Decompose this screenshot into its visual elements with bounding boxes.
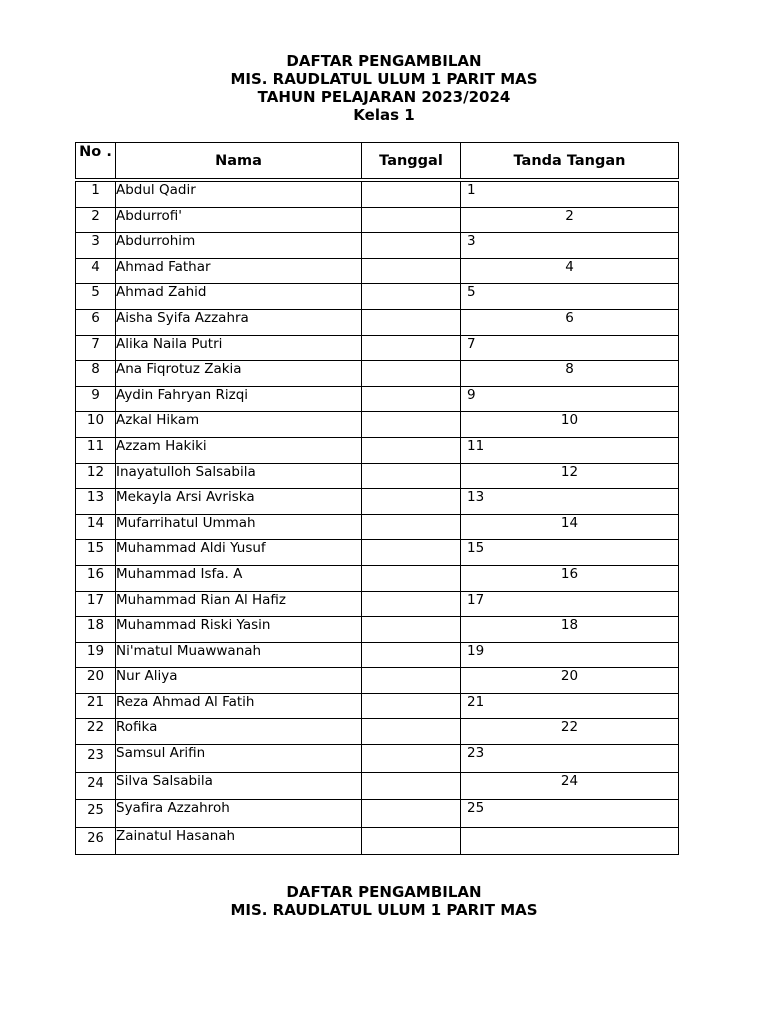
signature-cell: 5 — [461, 284, 679, 310]
header-school-name: MIS. RAUDLATUL ULUM 1 PARIT MAS — [230, 70, 538, 88]
signature-cell: 14 — [461, 514, 679, 540]
table-row — [76, 617, 679, 643]
document-header — [0, 52, 768, 124]
student-name: Reza Ahmad Al Fatih — [116, 693, 362, 719]
table-row — [76, 207, 679, 233]
row-number: 6 — [76, 309, 116, 335]
date-cell — [362, 207, 461, 233]
table-row — [76, 565, 679, 591]
student-name: Inayatulloh Salsabila — [116, 463, 362, 489]
table-row — [76, 800, 679, 828]
signature-cell: 7 — [461, 335, 679, 361]
signature-cell: 3 — [461, 233, 679, 259]
row-number: 26 — [76, 827, 116, 855]
date-cell — [362, 591, 461, 617]
table-row — [76, 514, 679, 540]
date-cell — [362, 361, 461, 387]
student-name: Nur Aliya — [116, 668, 362, 694]
signature-cell: 2 — [461, 207, 679, 233]
row-number: 10 — [76, 412, 116, 438]
document-header-next-page — [0, 883, 768, 919]
row-number: 7 — [76, 335, 116, 361]
signature-cell: 19 — [461, 642, 679, 668]
student-name: Abdul Qadir — [116, 180, 362, 207]
date-cell — [362, 800, 461, 828]
student-name: Abdurrofi' — [116, 207, 362, 233]
date-cell — [362, 827, 461, 855]
row-number: 8 — [76, 361, 116, 387]
row-number: 14 — [76, 514, 116, 540]
table-row — [76, 309, 679, 335]
column-header-no: No . — [76, 143, 116, 181]
date-cell — [362, 540, 461, 566]
student-name: Mekayla Arsi Avriska — [116, 489, 362, 515]
row-number: 16 — [76, 565, 116, 591]
student-name: Abdurrohim — [116, 233, 362, 259]
date-cell — [362, 386, 461, 412]
table-row — [76, 489, 679, 515]
date-cell — [362, 617, 461, 643]
student-name: Rofika — [116, 719, 362, 745]
signature-cell: 18 — [461, 617, 679, 643]
table-row — [76, 693, 679, 719]
table-row — [76, 772, 679, 800]
table-row — [76, 591, 679, 617]
date-cell — [362, 693, 461, 719]
table-body — [76, 180, 679, 855]
table-row — [76, 540, 679, 566]
table-row — [76, 745, 679, 773]
date-cell — [362, 335, 461, 361]
student-name: Azzam Hakiki — [116, 437, 362, 463]
row-number: 1 — [76, 180, 116, 207]
table-row — [76, 361, 679, 387]
student-name: Ahmad Zahid — [116, 284, 362, 310]
date-cell — [362, 642, 461, 668]
table-row — [76, 284, 679, 310]
date-cell — [362, 514, 461, 540]
row-number: 24 — [76, 772, 116, 800]
signature-cell: 12 — [461, 463, 679, 489]
signature-cell: 22 — [461, 719, 679, 745]
row-number: 4 — [76, 258, 116, 284]
student-name: Ni'matul Muawwanah — [116, 642, 362, 668]
student-name: Muhammad Aldi Yusuf — [116, 540, 362, 566]
row-number: 15 — [76, 540, 116, 566]
signature-cell: 10 — [461, 412, 679, 438]
date-cell — [362, 233, 461, 259]
student-name: Zainatul Hasanah — [116, 827, 362, 855]
signature-cell: 8 — [461, 361, 679, 387]
table-row — [76, 437, 679, 463]
date-cell — [362, 412, 461, 438]
header-school-name: MIS. RAUDLATUL ULUM 1 PARIT MAS — [230, 901, 538, 919]
student-name: Samsul Arifin — [116, 745, 362, 773]
date-cell — [362, 745, 461, 773]
row-number: 18 — [76, 617, 116, 643]
signature-cell: 20 — [461, 668, 679, 694]
row-number: 13 — [76, 489, 116, 515]
signature-cell: 25 — [461, 800, 679, 828]
student-name: Ana Fiqrotuz Zakia — [116, 361, 362, 387]
date-cell — [362, 772, 461, 800]
date-cell — [362, 668, 461, 694]
signature-cell: 17 — [461, 591, 679, 617]
header-title: DAFTAR PENGAMBILAN — [286, 52, 482, 70]
student-name: Muhammad Riski Yasin — [116, 617, 362, 643]
date-cell — [362, 565, 461, 591]
date-cell — [362, 258, 461, 284]
date-cell — [362, 437, 461, 463]
row-number: 22 — [76, 719, 116, 745]
table-row — [76, 335, 679, 361]
table-row — [76, 258, 679, 284]
student-name: Aisha Syifa Azzahra — [116, 309, 362, 335]
signature-cell: 4 — [461, 258, 679, 284]
table-row — [76, 463, 679, 489]
column-header-tanda-tangan: Tanda Tangan — [461, 143, 679, 181]
signature-cell: 24 — [461, 772, 679, 800]
signature-cell: 6 — [461, 309, 679, 335]
row-number: 2 — [76, 207, 116, 233]
row-number: 11 — [76, 437, 116, 463]
date-cell — [362, 463, 461, 489]
signature-cell: 23 — [461, 745, 679, 773]
table-row — [76, 412, 679, 438]
row-number: 5 — [76, 284, 116, 310]
row-number: 12 — [76, 463, 116, 489]
signature-cell — [461, 827, 679, 855]
signature-cell: 11 — [461, 437, 679, 463]
date-cell — [362, 309, 461, 335]
signature-cell: 13 — [461, 489, 679, 515]
student-name: Muhammad Rian Al Hafiz — [116, 591, 362, 617]
student-name: Silva Salsabila — [116, 772, 362, 800]
signature-cell: 9 — [461, 386, 679, 412]
student-name: Alika Naila Putri — [116, 335, 362, 361]
table-row — [76, 719, 679, 745]
table-row — [76, 233, 679, 259]
row-number: 19 — [76, 642, 116, 668]
header-class: Kelas 1 — [353, 106, 415, 124]
row-number: 9 — [76, 386, 116, 412]
table-row — [76, 180, 679, 207]
row-number: 25 — [76, 800, 116, 828]
student-name: Syafira Azzahroh — [116, 800, 362, 828]
student-name: Azkal Hikam — [116, 412, 362, 438]
row-number: 20 — [76, 668, 116, 694]
header-title: DAFTAR PENGAMBILAN — [286, 883, 482, 901]
row-number: 21 — [76, 693, 116, 719]
date-cell — [362, 719, 461, 745]
table-row — [76, 668, 679, 694]
student-name: Muhammad Isfa. A — [116, 565, 362, 591]
column-header-tanggal: Tanggal — [362, 143, 461, 181]
student-roster-table — [75, 142, 679, 855]
student-name: Mufarrihatul Ummah — [116, 514, 362, 540]
row-number: 3 — [76, 233, 116, 259]
table-row — [76, 827, 679, 855]
student-name: Aydin Fahryan Rizqi — [116, 386, 362, 412]
student-name: Ahmad Fathar — [116, 258, 362, 284]
table-row — [76, 642, 679, 668]
date-cell — [362, 180, 461, 207]
header-academic-year: TAHUN PELAJARAN 2023/2024 — [257, 88, 511, 106]
column-header-nama: Nama — [116, 143, 362, 181]
signature-cell: 1 — [461, 180, 679, 207]
date-cell — [362, 284, 461, 310]
table-header-row — [76, 143, 679, 181]
row-number: 17 — [76, 591, 116, 617]
signature-cell: 21 — [461, 693, 679, 719]
table-row — [76, 386, 679, 412]
signature-cell: 16 — [461, 565, 679, 591]
signature-cell: 15 — [461, 540, 679, 566]
date-cell — [362, 489, 461, 515]
row-number: 23 — [76, 745, 116, 773]
